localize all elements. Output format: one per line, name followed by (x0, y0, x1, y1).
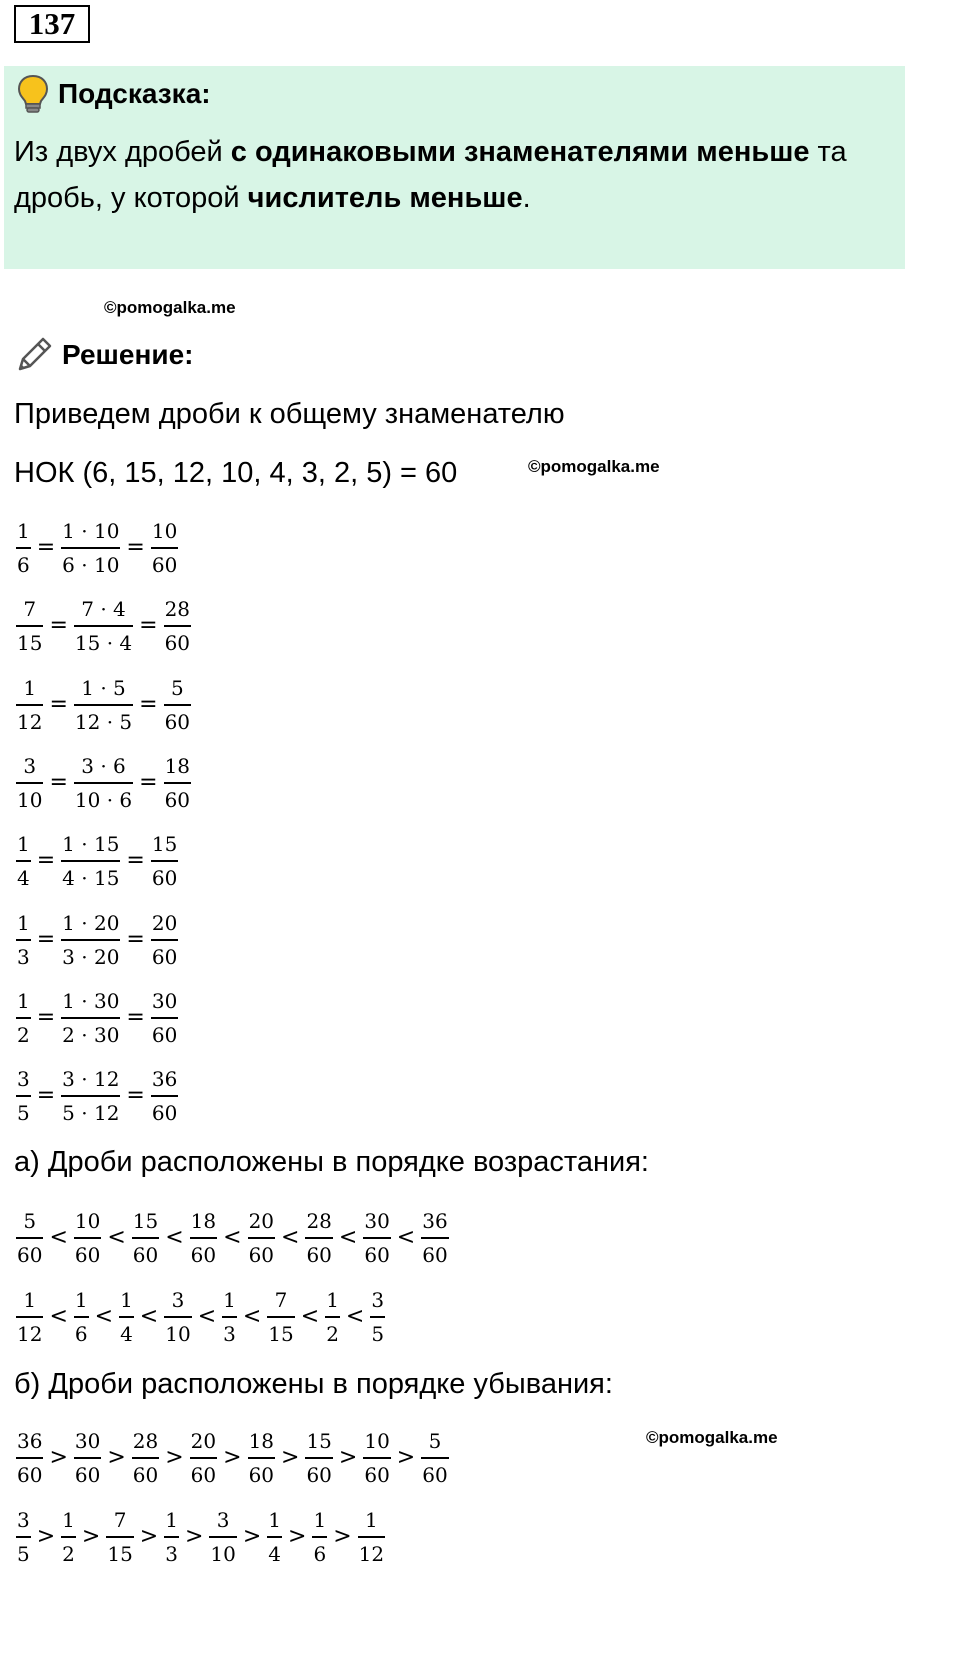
fraction (74, 676, 133, 734)
fraction (248, 1209, 275, 1267)
numerator: 36 (151, 1067, 178, 1092)
denominator: 60 (190, 1237, 217, 1267)
operator: < (223, 1225, 242, 1250)
operator: < (49, 1225, 68, 1250)
task-number: 137 (14, 5, 90, 43)
numerator: 36 (422, 1209, 448, 1233)
fraction (363, 1209, 390, 1267)
operator: = (49, 691, 68, 717)
fraction (16, 911, 31, 969)
denominator: 12 (16, 1316, 43, 1346)
fraction (16, 597, 43, 655)
denominator: 4 (16, 860, 31, 890)
operator: > (165, 1445, 184, 1470)
operator: < (94, 1304, 114, 1329)
denominator: 3 (222, 1316, 237, 1346)
denominator: 60 (190, 1457, 217, 1487)
operator: > (49, 1445, 68, 1470)
part-a-label: а) Дроби расположены в порядке возрастания: (14, 1146, 649, 1178)
denominator: 10 (164, 1316, 191, 1346)
numerator: 1 (17, 910, 30, 935)
numerator: 1 (165, 1508, 178, 1532)
denominator: 60 (74, 1237, 101, 1267)
denominator: 60 (164, 704, 191, 734)
operator: < (107, 1225, 126, 1250)
fraction (370, 1288, 385, 1346)
denominator: 3 (16, 939, 31, 969)
numerator: 3 (23, 753, 37, 778)
operator: > (139, 1524, 159, 1549)
denominator: 12 (358, 1536, 385, 1566)
fraction (222, 1288, 237, 1346)
fraction (190, 1209, 217, 1267)
numerator: 15 (132, 1209, 159, 1233)
fraction (209, 1508, 236, 1566)
operator: = (139, 691, 158, 717)
lightbulb-icon (16, 74, 50, 114)
numerator: 1 · 15 (62, 832, 120, 857)
denominator: 3 · 20 (61, 939, 120, 969)
fraction (151, 832, 178, 890)
numerator: 1 (223, 1288, 236, 1312)
numerator: 30 (364, 1209, 390, 1233)
operator: = (139, 613, 158, 639)
fraction-row (14, 597, 193, 655)
fraction-row (14, 1288, 387, 1346)
fraction (61, 519, 120, 577)
denominator: 60 (305, 1237, 332, 1267)
fraction (358, 1508, 385, 1566)
denominator: 15 (267, 1316, 294, 1346)
fraction (61, 989, 120, 1047)
numerator: 1 · 20 (62, 910, 120, 935)
fraction (74, 754, 133, 812)
denominator: 60 (363, 1237, 390, 1267)
fraction-row (14, 989, 180, 1047)
numerator: 15 (306, 1429, 332, 1453)
numerator: 3 · 12 (62, 1067, 120, 1092)
operator: > (333, 1524, 352, 1549)
fraction (16, 1209, 43, 1267)
operator: > (184, 1524, 204, 1549)
numerator: 18 (248, 1429, 275, 1453)
operator: = (126, 1083, 145, 1109)
fraction (305, 1429, 332, 1487)
fraction (61, 1067, 120, 1125)
denominator: 5 (370, 1316, 385, 1346)
operator: < (300, 1304, 320, 1329)
fraction (248, 1429, 275, 1487)
numerator: 1 · 30 (62, 988, 120, 1013)
operator: = (126, 535, 145, 560)
denominator: 60 (132, 1237, 159, 1267)
operator: = (49, 613, 68, 639)
solution-title: Решение: (62, 339, 194, 370)
denominator: 3 (164, 1536, 179, 1566)
operator: < (165, 1225, 184, 1250)
fraction (16, 1508, 31, 1566)
hint-title: Подсказка: (58, 78, 211, 109)
denominator: 60 (164, 625, 191, 655)
fraction (132, 1429, 159, 1487)
numerator: 18 (164, 753, 191, 778)
operator: > (281, 1445, 300, 1470)
numerator: 5 (170, 675, 184, 700)
numerator: 1 (17, 988, 30, 1013)
fraction (16, 989, 31, 1047)
numerator: 10 (74, 1209, 101, 1233)
operator: > (288, 1524, 307, 1549)
fraction (132, 1209, 159, 1267)
denominator: 2 · 30 (61, 1017, 120, 1047)
fraction (421, 1209, 448, 1267)
fraction (74, 1209, 101, 1267)
numerator: 18 (190, 1209, 217, 1233)
denominator: 60 (74, 1457, 101, 1487)
numerator: 1 (326, 1288, 339, 1312)
numerator: 20 (190, 1429, 217, 1453)
fraction-row (14, 1209, 451, 1267)
operator: > (36, 1524, 56, 1549)
operator: < (396, 1225, 416, 1250)
denominator: 6 (16, 547, 31, 577)
numerator: 28 (132, 1429, 159, 1453)
fraction (74, 597, 133, 655)
operator: < (139, 1304, 159, 1329)
fraction-row (14, 832, 180, 890)
numerator: 1 (62, 1508, 75, 1532)
denominator: 60 (421, 1457, 448, 1487)
fraction (421, 1429, 448, 1487)
operator: = (36, 1083, 56, 1109)
fraction (74, 1288, 89, 1346)
lcm-text: НОК (6, 15, 12, 10, 4, 3, 2, 5) = 60 (14, 457, 458, 489)
denominator: 10 · 6 (74, 782, 133, 812)
denominator: 60 (164, 782, 191, 812)
operator: > (107, 1445, 126, 1470)
operator: < (197, 1304, 217, 1329)
numerator: 1 (365, 1508, 378, 1532)
fraction (16, 1429, 43, 1487)
intro-text: Приведем дроби к общему знаменателю (14, 398, 565, 430)
part-b-label: б) Дроби расположены в порядке убывания: (14, 1368, 613, 1400)
operator: < (345, 1304, 365, 1329)
pencil-icon (14, 335, 54, 375)
operator: = (126, 1004, 145, 1030)
fraction (16, 754, 43, 812)
operator: = (49, 769, 68, 795)
numerator: 5 (23, 1209, 37, 1233)
solution-header (14, 334, 193, 376)
operator: = (36, 1004, 56, 1030)
numerator: 1 (313, 1508, 327, 1532)
fraction (312, 1508, 327, 1566)
fraction-row (14, 519, 180, 577)
denominator: 4 (119, 1316, 134, 1346)
operator: > (396, 1445, 416, 1470)
numerator: 36 (17, 1429, 43, 1453)
fraction (16, 832, 31, 890)
numerator: 3 (17, 1508, 30, 1532)
denominator: 60 (421, 1237, 448, 1267)
operator: = (36, 848, 56, 874)
fraction (119, 1288, 134, 1346)
numerator: 1 (23, 1288, 37, 1312)
fraction (164, 1288, 191, 1346)
denominator: 2 (325, 1316, 340, 1346)
numerator: 3 (371, 1288, 385, 1312)
denominator: 10 (16, 782, 43, 812)
denominator: 12 (16, 704, 43, 734)
fraction-row (14, 911, 180, 969)
numerator: 20 (248, 1209, 275, 1233)
hint-text-segment: числитель меньше (247, 182, 523, 214)
numerator: 7 (274, 1288, 288, 1312)
denominator: 6 (74, 1316, 89, 1346)
numerator: 20 (151, 910, 178, 935)
fraction-row (14, 1508, 387, 1566)
denominator: 60 (248, 1457, 275, 1487)
fraction-row (14, 1429, 451, 1487)
numerator: 5 (428, 1429, 442, 1453)
denominator: 6 (312, 1536, 327, 1566)
denominator: 60 (132, 1457, 159, 1487)
fraction (16, 1288, 43, 1346)
denominator: 5 (16, 1095, 31, 1125)
operator: = (139, 769, 158, 795)
fraction (363, 1429, 390, 1487)
hint-text-segment: та дробь, у которой (14, 136, 847, 214)
fraction (106, 1508, 133, 1566)
denominator: 12 · 5 (74, 704, 133, 734)
fraction-row (14, 676, 193, 734)
fraction (61, 911, 120, 969)
fraction (151, 519, 178, 577)
fraction (74, 1429, 101, 1487)
denominator: 5 (16, 1536, 31, 1566)
hint-text (14, 129, 899, 221)
fraction (164, 676, 191, 734)
numerator: 3 · 6 (81, 753, 126, 778)
numerator: 3 (216, 1508, 230, 1532)
fraction (151, 989, 178, 1047)
numerator: 1 (17, 519, 30, 543)
fraction (190, 1429, 217, 1487)
numerator: 7 (113, 1508, 127, 1532)
numerator: 28 (306, 1209, 332, 1233)
denominator: 6 · 10 (61, 547, 120, 577)
fraction (151, 911, 178, 969)
denominator: 15 · 4 (74, 625, 133, 655)
fraction (16, 1067, 31, 1125)
numerator: 30 (74, 1429, 101, 1453)
fraction (305, 1209, 332, 1267)
watermark: ©pomogalka.me (104, 298, 236, 317)
fraction-row (14, 754, 193, 812)
numerator: 28 (164, 597, 191, 622)
fraction-row (14, 1067, 180, 1125)
numerator: 1 · 10 (62, 519, 120, 543)
denominator: 60 (16, 1237, 43, 1267)
denominator: 15 (16, 625, 43, 655)
denominator: 2 (61, 1536, 76, 1566)
numerator: 1 (23, 675, 37, 700)
denominator: 60 (248, 1237, 275, 1267)
numerator: 1 (17, 832, 30, 857)
operator: = (36, 926, 56, 952)
hint-text-segment: . (522, 182, 531, 214)
denominator: 60 (151, 939, 178, 969)
operator: < (338, 1225, 358, 1250)
fraction (16, 519, 31, 577)
watermark: ©pomogalka.me (646, 1428, 778, 1447)
numerator: 3 (171, 1288, 185, 1312)
denominator: 60 (151, 1095, 178, 1125)
operator: = (126, 848, 145, 874)
numerator: 30 (151, 988, 178, 1013)
denominator: 15 (106, 1536, 133, 1566)
numerator: 15 (151, 832, 178, 857)
denominator: 60 (305, 1457, 332, 1487)
fraction (164, 1508, 179, 1566)
operator: = (126, 926, 145, 952)
fraction (151, 1067, 178, 1125)
denominator: 60 (363, 1457, 390, 1487)
fraction (61, 1508, 76, 1566)
numerator: 7 · 4 (81, 597, 126, 622)
fraction (325, 1288, 340, 1346)
operator: < (49, 1304, 68, 1329)
hint-text-segment: с одинаковыми знаменателями меньше (230, 136, 810, 168)
numerator: 10 (364, 1429, 390, 1453)
numerator: 7 (23, 597, 37, 622)
denominator: 2 (16, 1017, 31, 1047)
denominator: 4 (267, 1536, 282, 1566)
denominator: 60 (151, 860, 178, 890)
fraction (16, 676, 43, 734)
numerator: 1 (74, 1288, 88, 1312)
fraction (61, 832, 120, 890)
denominator: 60 (151, 1017, 178, 1047)
numerator: 1 · 5 (81, 675, 126, 700)
hint-header (16, 74, 211, 114)
operator: < (281, 1225, 300, 1250)
numerator: 1 (120, 1288, 133, 1312)
hint-text-segment: Из двух дробей (14, 136, 231, 168)
denominator: 4 · 15 (61, 860, 120, 890)
operator: > (338, 1445, 358, 1470)
denominator: 5 · 12 (61, 1095, 120, 1125)
operator: > (223, 1445, 242, 1470)
numerator: 10 (151, 519, 178, 543)
fraction (164, 754, 191, 812)
numerator: 3 (17, 1067, 30, 1092)
operator: = (36, 535, 56, 560)
denominator: 60 (16, 1457, 43, 1487)
fraction (267, 1508, 282, 1566)
operator: < (242, 1304, 262, 1329)
denominator: 10 (209, 1536, 236, 1566)
fraction (267, 1288, 294, 1346)
operator: > (242, 1524, 262, 1549)
operator: > (81, 1524, 101, 1549)
denominator: 60 (151, 547, 178, 577)
fraction (164, 597, 191, 655)
numerator: 1 (268, 1508, 282, 1532)
watermark: ©pomogalka.me (528, 457, 660, 476)
